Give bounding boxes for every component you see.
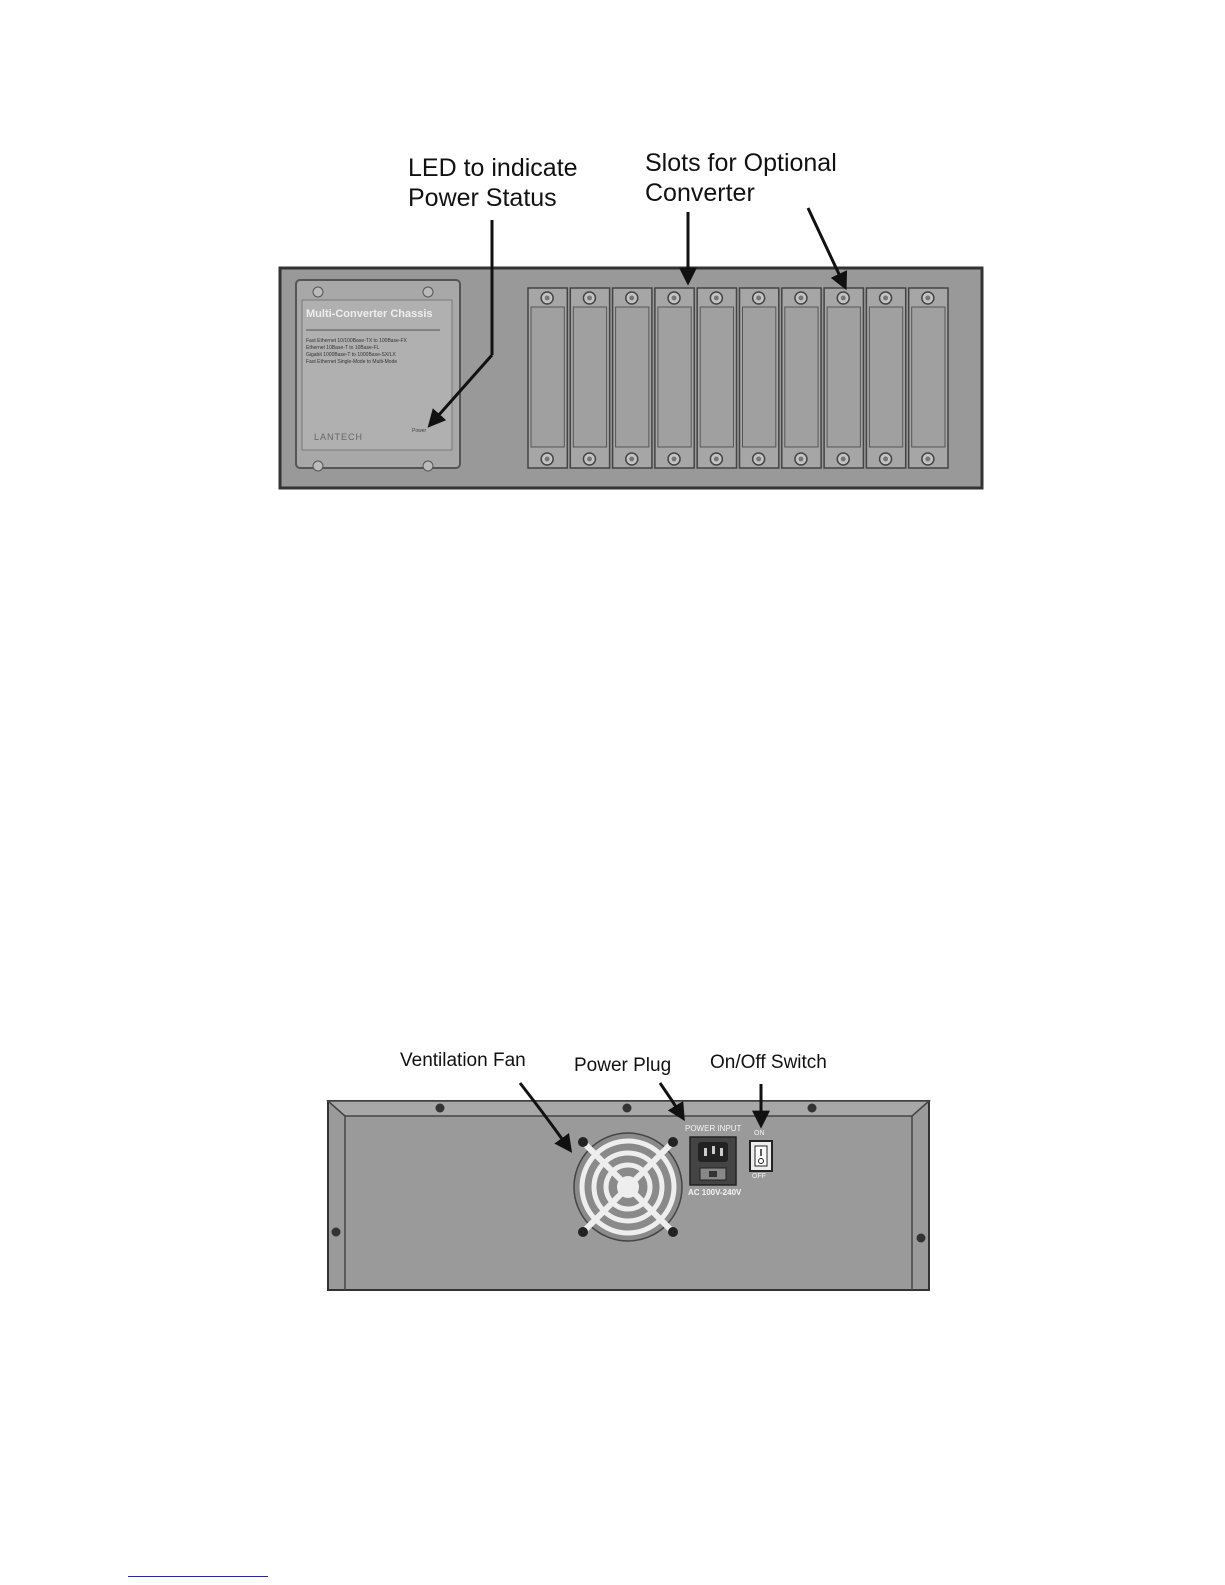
converter-slot — [782, 288, 821, 468]
label-plate-title: Multi-Converter Chassis — [306, 308, 433, 320]
switch-on-label: ON — [754, 1130, 765, 1137]
converter-slot — [570, 288, 609, 468]
power-input-label: POWER INPUT — [685, 1124, 742, 1133]
power-switch — [750, 1141, 772, 1171]
label-plate-led-label: Power — [412, 428, 427, 434]
converter-slot — [824, 288, 863, 468]
label-plate-lines — [306, 338, 454, 366]
converter-slot — [655, 288, 694, 468]
callout-on-off-switch: On/Off Switch — [710, 1052, 827, 1073]
converter-slot — [866, 288, 905, 468]
footer-link-rule — [128, 1576, 268, 1577]
power-plug — [690, 1137, 736, 1185]
callout-ventilation-fan: Ventilation Fan — [400, 1050, 526, 1071]
callout-led-power-status: LED to indicate Power Status — [408, 154, 578, 212]
label-plate-line: Ethernet 10Base-T to 10Base-FL — [306, 345, 380, 351]
label-plate-line: Fast Ethernet Single-Mode to Multi-Mode — [306, 359, 398, 365]
label-plate-line: Fast Ethernet 10/100Base-TX to 100Base-FX — [306, 338, 407, 344]
ventilation-fan — [574, 1133, 682, 1241]
label-plate-line: Gigabit 1000Base-T to 1000Base-SX/LX — [306, 352, 396, 358]
label-plate-brand: LANTECH — [314, 432, 364, 442]
converter-slot — [528, 288, 567, 468]
switch-off-label: OFF — [752, 1173, 766, 1180]
converter-slot — [909, 288, 948, 468]
converter-slot — [740, 288, 779, 468]
converter-slot — [697, 288, 736, 468]
callout-converter-slots: Slots for Optional Converter — [645, 149, 837, 207]
converter-slot — [613, 288, 652, 468]
callout-power-plug: Power Plug — [574, 1055, 672, 1076]
ac-range-label: AC 100V-240V — [688, 1188, 742, 1197]
